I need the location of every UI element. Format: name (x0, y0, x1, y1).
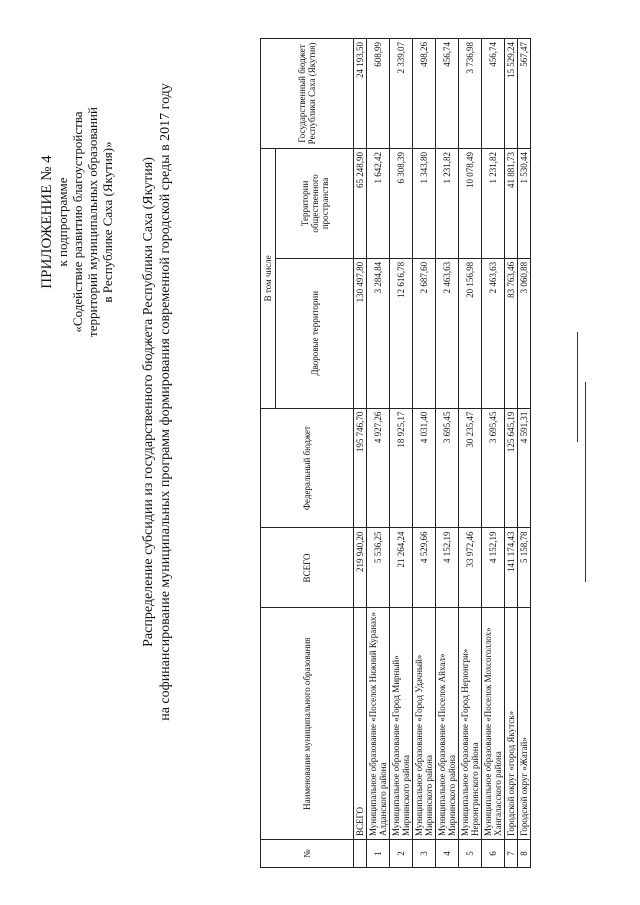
col-header-federal: Федеральный бюджет (261, 408, 354, 528)
row-federal: 3 695,45 (436, 408, 459, 528)
row-name: Муниципальное образование «Город Мирный» Мирнинского района (390, 608, 413, 840)
row-federal: 4 591,31 (518, 408, 531, 528)
row-republic: 2 339,07 (390, 39, 413, 149)
row-total: 4 152,19 (482, 528, 505, 608)
total-num (354, 840, 367, 868)
total-republic: 24 193,50 (354, 39, 367, 149)
row-republic: 456,74 (436, 39, 459, 149)
total-public: 65 248,90 (354, 148, 367, 258)
total-yards: 130 497,80 (354, 258, 367, 408)
row-num: 2 (390, 840, 413, 868)
table-row (518, 39, 531, 868)
row-public: 10 078,49 (459, 148, 482, 258)
table-row (459, 39, 482, 868)
row-total: 141 174,43 (505, 528, 518, 608)
row-public: 1 530,44 (518, 148, 531, 258)
table-caption (140, 72, 174, 732)
appendix-title: ПРИЛОЖЕНИЕ № 4 (39, 155, 55, 289)
table-row (436, 39, 459, 868)
row-total: 4 529,66 (413, 528, 436, 608)
row-total: 33 972,46 (459, 528, 482, 608)
row-num: 7 (505, 840, 518, 868)
row-yards: 20 156,98 (459, 258, 482, 408)
row-yards: 2 687,60 (413, 258, 436, 408)
row-public: 6 308,39 (390, 148, 413, 258)
row-republic: 567,47 (518, 39, 531, 149)
table-row (482, 39, 505, 868)
row-public: 1 642,42 (367, 148, 390, 258)
col-header-public: Территории общественного пространства (276, 148, 354, 258)
table-row (413, 39, 436, 868)
row-num: 3 (413, 840, 436, 868)
table-row (367, 39, 390, 868)
row-total: 4 152,19 (436, 528, 459, 608)
appendix-line-4: в Республике Саха (Якутия)» (100, 141, 115, 303)
total-total: 219 940,20 (354, 528, 367, 608)
row-name: Городской округ «город Якутск» (505, 608, 518, 840)
table-header-row (261, 39, 276, 868)
row-republic: 3 736,98 (459, 39, 482, 149)
rotated-document-page (40, 22, 600, 882)
caption-line-2: на софинансирование муниципальных программ формирования современной городской среды в 2017 году (158, 83, 173, 721)
row-yards: 83 763,46 (505, 258, 518, 408)
table-row (390, 39, 413, 868)
row-yards: 3 060,88 (518, 258, 531, 408)
row-federal: 18 925,17 (390, 408, 413, 528)
row-republic: 456,74 (482, 39, 505, 149)
col-header-num: № (261, 840, 354, 868)
caption-line-1: Распределение субсидии из государственного бюджета Республики Саха (Якутия) (141, 157, 156, 647)
row-republic: 608,99 (367, 39, 390, 149)
col-header-yards: Дворовые территории (276, 258, 354, 408)
row-total: 5 158,78 (518, 528, 531, 608)
closing-rule (585, 382, 586, 582)
row-yards: 3 284,84 (367, 258, 390, 408)
row-public: 1 231,82 (436, 148, 459, 258)
row-federal: 3 695,45 (482, 408, 505, 528)
row-federal: 125 645,19 (505, 408, 518, 528)
appendix-line-1: к подпрограмме (55, 177, 70, 267)
row-num: 1 (367, 840, 390, 868)
row-name: Муниципальное образование «Поселок Мохсоголлох» Хангаласского района (482, 608, 505, 840)
row-yards: 12 616,78 (390, 258, 413, 408)
row-num: 5 (459, 840, 482, 868)
row-name: Городской округ «Жатай» (518, 608, 531, 840)
table-total-row (354, 39, 367, 868)
row-num: 8 (518, 840, 531, 868)
row-federal: 4 031,40 (413, 408, 436, 528)
col-header-republic: Государственный бюджет Республики Саха (Якутия) (261, 39, 354, 149)
row-yards: 2 463,63 (436, 258, 459, 408)
closing-rule-short (577, 332, 578, 442)
row-name: Муниципальное образование «Город Нерюнгри» Нерюнгринского района (459, 608, 482, 840)
row-name: Муниципальное образование «Поселок Нижний Куранах» Алданского района (367, 608, 390, 840)
row-public: 41 881,73 (505, 148, 518, 258)
table-row (505, 39, 518, 868)
row-yards: 2 463,63 (482, 258, 505, 408)
row-federal: 30 235,47 (459, 408, 482, 528)
row-public: 1 231,82 (482, 148, 505, 258)
row-num: 4 (436, 840, 459, 868)
col-header-total: ВСЕГО (261, 528, 354, 608)
total-name: ВСЕГО (354, 608, 367, 840)
col-header-including: В том числе (261, 148, 276, 408)
row-republic: 498,26 (413, 39, 436, 149)
appendix-line-2: «Содействие развитию благоустройства (70, 111, 85, 333)
row-num: 6 (482, 840, 505, 868)
appendix-header (40, 42, 115, 402)
row-name: Муниципальное образование «Город Удачный» Мирнинского района (413, 608, 436, 840)
col-header-name: Наименование муниципального образования (261, 608, 354, 840)
row-federal: 4 927,26 (367, 408, 390, 528)
row-republic: 15 529,24 (505, 39, 518, 149)
total-federal: 195 746,70 (354, 408, 367, 528)
row-name: Муниципальное образование «Поселок Айхал» Мирнинского района (436, 608, 459, 840)
row-total: 21 264,24 (390, 528, 413, 608)
row-public: 1 343,80 (413, 148, 436, 258)
subsidy-table (260, 38, 531, 868)
appendix-line-3: территорий муниципальных образований (85, 107, 100, 337)
row-total: 5 536,25 (367, 528, 390, 608)
